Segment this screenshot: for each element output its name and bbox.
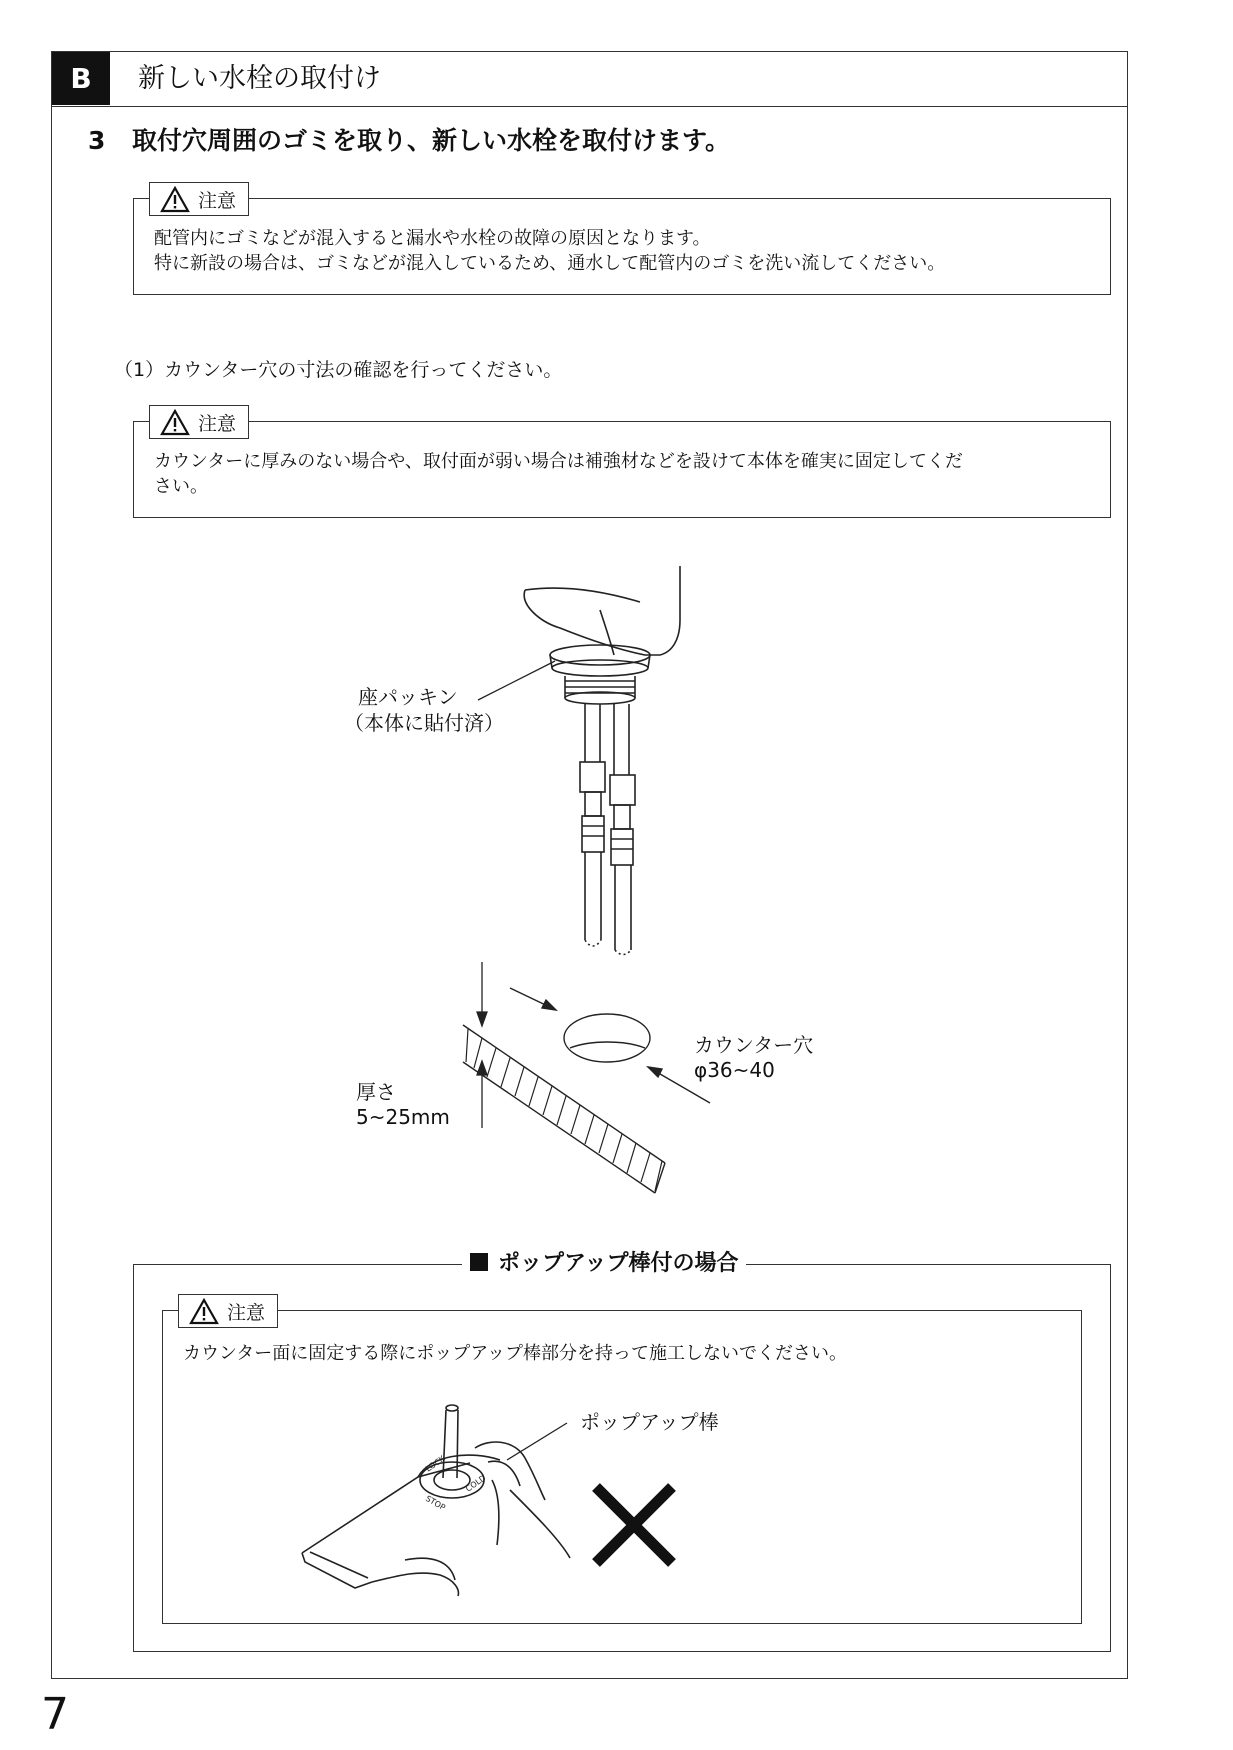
hole-label: カウンター穴	[694, 1033, 814, 1057]
caution-line: 特に新設の場合は、ゴミなどが混入しているため、通水して配管内のゴミを洗い流してください。	[154, 253, 946, 274]
caution-label: 注意	[198, 412, 237, 435]
dial-mark: COLD	[463, 1473, 488, 1494]
section-title: 新しい水栓の取付け	[138, 63, 381, 94]
packing-note: （本体に貼付済）	[344, 711, 504, 735]
popup-rod-label: ポップアップ棒	[580, 1410, 719, 1434]
rod-leader-line	[507, 1423, 567, 1460]
popup-title-text: ポップアップ棒付の場合	[498, 1251, 739, 1276]
thickness-value: 5~25mm	[356, 1105, 450, 1129]
step-number: 3	[88, 126, 106, 155]
caution-line: カウンター面に固定する際にポップアップ棒部分を持って施工しないでください。	[183, 1343, 848, 1364]
caution-label: 注意	[227, 1301, 266, 1324]
hole-size: φ36~40	[694, 1058, 775, 1082]
dial-mark: STOP	[424, 1493, 447, 1513]
caution-label: 注意	[198, 189, 237, 212]
section-letter: B	[52, 52, 110, 105]
caution-line: 配管内にゴミなどが混入すると漏水や水栓の故障の原因となります。	[154, 228, 711, 249]
prohibited-x-mark	[596, 1487, 672, 1563]
page-number: 7	[41, 1689, 69, 1740]
step-text: 取付穴周囲のゴミを取り、新しい水栓を取付けます。	[132, 126, 731, 155]
dial-mark: LOCK	[423, 1454, 447, 1474]
caution-line: カウンターに厚みのない場合や、取付面が弱い場合は補強材などを設けて本体を確実に固定してくだ	[154, 451, 963, 472]
substep-1: （1）カウンター穴の寸法の確認を行ってください。	[114, 359, 563, 381]
thickness-label: 厚さ	[356, 1080, 396, 1104]
caution-line: さい。	[154, 476, 208, 497]
packing-label: 座パッキン	[358, 685, 458, 709]
